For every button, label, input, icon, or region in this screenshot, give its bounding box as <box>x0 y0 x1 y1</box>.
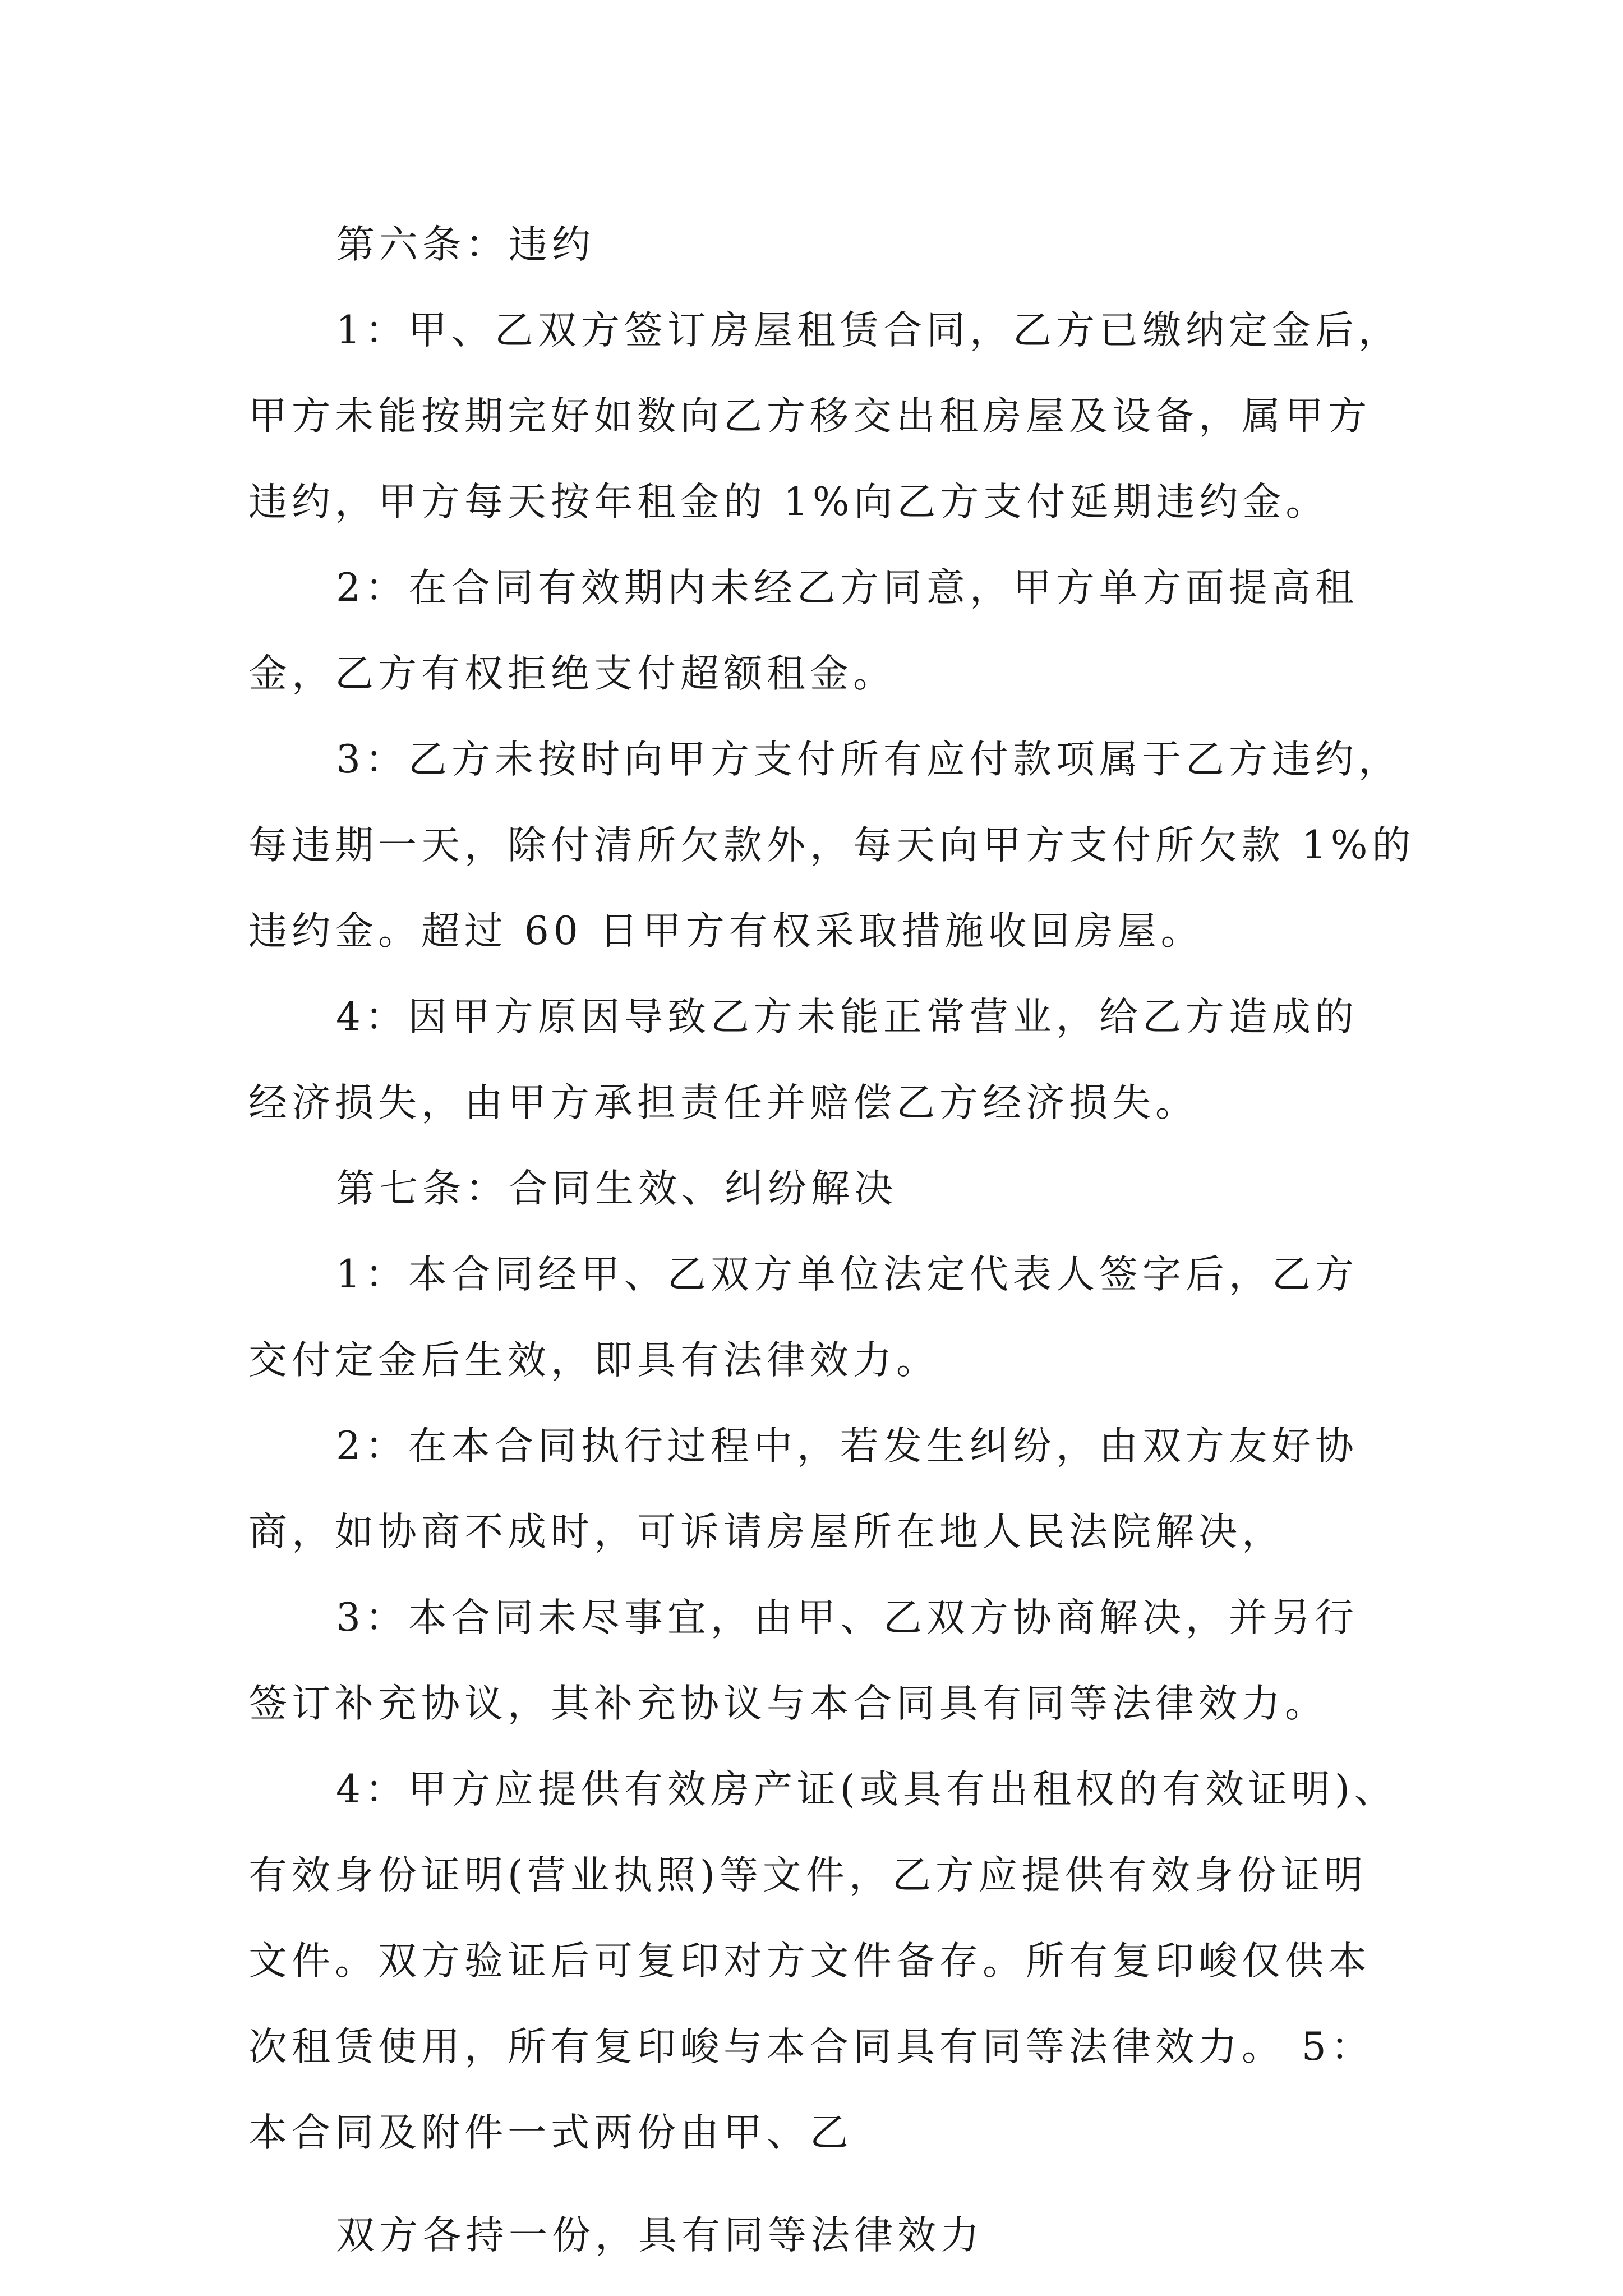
text-line: 4：甲方应提供有效房产证(或具有出租权的有效证明)、 <box>336 1767 1398 1812</box>
text-line: 文件。双方验证后可复印对方文件备存。所有复印峻仅供本 <box>248 1939 1371 1984</box>
text-line: 次租赁使用，所有复印峻与本合同具有同等法律效力。 5： <box>248 2024 1374 2069</box>
article-7-heading: 第七条：合同生效、纠纷解决 <box>336 1166 897 1211</box>
text-line: 2：在合同有效期内未经乙方同意，甲方单方面提高租 <box>336 565 1358 610</box>
text-line: 违约，甲方每天按年租金的 1%向乙方支付延期违约金。 <box>248 480 1329 524</box>
text-line: 签订补充协议，其补充协议与本合同具有同等法律效力。 <box>248 1681 1328 1726</box>
text-line: 3：本合同未尽事宜，由甲、乙双方协商解决，并另行 <box>336 1595 1358 1640</box>
text-line: 双方各持一份，具有同等法律效力 <box>336 2213 984 2258</box>
text-line: 1：本合同经甲、乙双方单位法定代表人签字后，乙方 <box>336 1252 1358 1297</box>
contract-text <box>248 202 1415 2279</box>
text-line: 违约金。超过 60 日甲方有权采取措施收回房屋。 <box>248 909 1204 954</box>
text-line: 2：在本合同执行过程中，若发生纠纷，由双方友好协 <box>336 1424 1358 1469</box>
text-line: 商，如协商不成时，可诉请房屋所在地人民法院解决， <box>248 1510 1285 1554</box>
text-line: 金，乙方有权拒绝支付超额租金。 <box>248 651 896 696</box>
text-line: 4：因甲方原因导致乙方未能正常营业，给乙方造成的 <box>336 995 1358 1039</box>
text-line: 甲方未能按期完好如数向乙方移交出租房屋及设备，属甲方 <box>248 394 1371 439</box>
text-line: 交付定金后生效，即具有法律效力。 <box>248 1338 939 1383</box>
article-6-heading: 第六条：违约 <box>336 222 595 267</box>
text-line: 本合同及附件一式两份由甲、乙 <box>248 2110 853 2155</box>
text-line: 每违期一天，除付清所欠款外，每天向甲方支付所欠款 1%的 <box>248 823 1415 868</box>
text-line: 3：乙方未按时向甲方支付所有应付款项属于乙方违约， <box>336 737 1401 782</box>
text-line: 1：甲、乙双方签订房屋租赁合同，乙方已缴纳定金后， <box>336 308 1401 353</box>
text-line: 有效身份证明(营业执照)等文件，乙方应提供有效身份证明 <box>248 1853 1367 1898</box>
text-line: 经济损失，由甲方承担责任并赔偿乙方经济损失。 <box>248 1080 1198 1125</box>
